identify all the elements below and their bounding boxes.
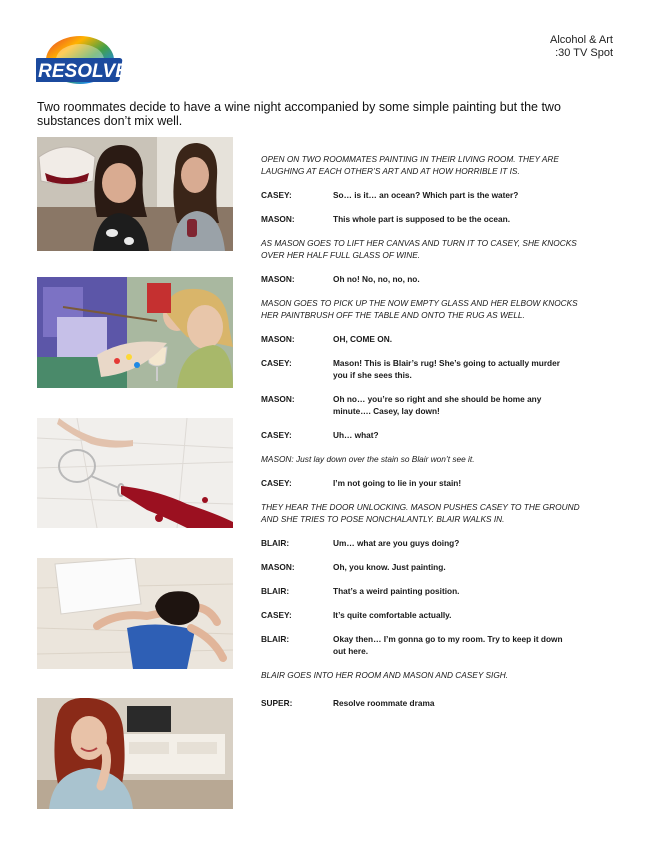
photo-wine-spill-rug (37, 418, 233, 528)
speaker-name: MASON: (261, 334, 295, 344)
dialogue-text: So… is it… an ocean? Which part is the water? (333, 190, 519, 200)
dialogue-text: Um… what are you guys doing? (333, 538, 460, 548)
synopsis: Two roommates decide to have a wine night accompanied by some simple painting but the two substances don’t mix well. (37, 100, 561, 128)
resolve-logo (36, 34, 128, 92)
photo-painting-with-wine (37, 277, 233, 388)
dialogue-text: Uh… what? (333, 430, 379, 440)
dialogue-text: It’s quite comfortable actually. (333, 610, 452, 620)
dialogue-text: OH, COME ON. (333, 334, 393, 344)
speaker-name: BLAIR: (261, 538, 290, 548)
speaker-name: MASON: (261, 394, 295, 404)
speaker-name: CASEY: (261, 190, 292, 200)
photo-woman-smiling (37, 698, 233, 809)
stage-direction: THEY HEAR THE DOOR UNLOCKING. MASON PUSHES CASEY TO THE GROUND AND SHE TRIES TO POSE NONCHALANTLY. BLAIR WALKS IN. (261, 502, 580, 524)
stage-direction: OPEN ON TWO ROOMMATES PAINTING IN THEIR LIVING ROOM. THEY ARE LAUGHING AT EACH OTHER’S ART AND AT HOW HORRIBLE IT IS. (261, 154, 559, 176)
speaker-name: BLAIR: (261, 586, 290, 596)
photo-roommates-laughing (37, 137, 233, 251)
speaker-name: CASEY: (261, 358, 292, 368)
spot-title: Alcohol & Art (550, 34, 613, 46)
speaker-name: BLAIR: (261, 634, 290, 644)
dialogue-text: Oh no! No, no, no, no. (333, 274, 420, 284)
speaker-name: SUPER: (261, 698, 293, 708)
spot-header (550, 34, 613, 60)
stage-direction: MASON: Just lay down over the stain so Blair won’t see it. (261, 454, 475, 464)
photo-lying-on-rug (37, 558, 233, 669)
speaker-name: CASEY: (261, 478, 292, 488)
logo-text: RESOLVE (38, 61, 128, 82)
stage-direction: AS MASON GOES TO LIFT HER CANVAS AND TURN IT TO CASEY, SHE KNOCKS OVER HER HALF FULL GLASS OF WINE. (261, 238, 577, 260)
dialogue-text: This whole part is supposed to be the ocean. (333, 214, 511, 224)
dialogue-text: Okay then… I’m gonna go to my room. Try to keep it down out here. (333, 634, 563, 656)
dialogue-text: Mason! This is Blair’s rug! She’s going to actually murder you if she sees this. (333, 358, 560, 380)
stage-direction: BLAIR GOES INTO HER ROOM AND MASON AND CASEY SIGH. (261, 670, 509, 680)
speaker-name: MASON: (261, 214, 295, 224)
speaker-name: CASEY: (261, 610, 292, 620)
dialogue-text: That’s a weird painting position. (333, 586, 460, 596)
speaker-name: CASEY: (261, 430, 292, 440)
stage-direction: MASON GOES TO PICK UP THE NOW EMPTY GLASS AND HER ELBOW KNOCKS HER PAINTBRUSH OFF THE TABLE AND ONTO THE RUG AS WELL. (261, 298, 578, 320)
dialogue-text: Oh, you know. Just painting. (333, 562, 446, 572)
dialogue-text: Resolve roommate drama (333, 698, 435, 708)
speaker-name: MASON: (261, 274, 295, 284)
dialogue-text: I’m not going to lie in your stain! (333, 478, 462, 488)
dialogue-text: Oh no… you’re so right and she should be home any minute…. Casey, lay down! (333, 394, 542, 416)
speaker-name: MASON: (261, 562, 295, 572)
spot-length: :30 TV Spot (555, 47, 613, 59)
